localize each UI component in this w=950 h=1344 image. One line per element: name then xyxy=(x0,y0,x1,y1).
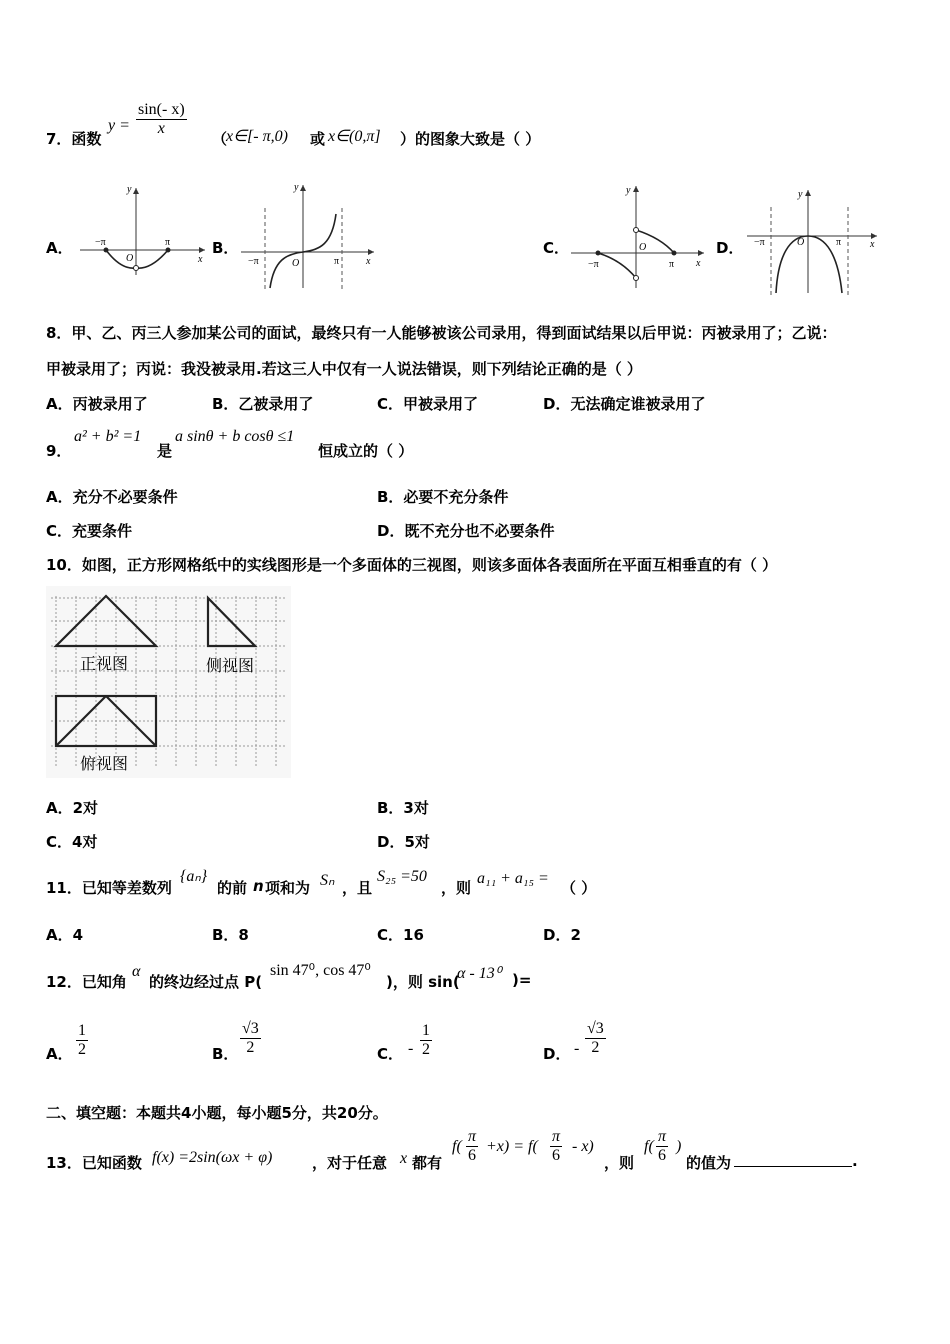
q12-option-d-label: D． xyxy=(543,1045,571,1063)
q7-option-c: C． xyxy=(543,239,570,257)
q8-option-b: B．乙被录用了 xyxy=(212,395,314,413)
q12-option-b-label: B． xyxy=(212,1045,239,1063)
q11-part-3: 项和为 xyxy=(265,879,311,897)
top-view-label: 俯视图 xyxy=(80,756,129,773)
q10-text: 10．如图，正方形网格纸中的实线图形是一个多面体的三视图，则该多面体各表面所在平面互相垂直的有（ ） xyxy=(46,556,778,574)
q13-eq-left: f( xyxy=(452,1138,462,1155)
q12-part-3: )，则 sin( xyxy=(386,973,460,991)
q10-option-d: D．5对 xyxy=(377,833,430,851)
q13-frac2-den: 6 xyxy=(552,1147,560,1164)
q10-option-a: A．2对 xyxy=(46,799,99,817)
q7-frac-den: x xyxy=(157,120,165,137)
q13-eq-middle: +x) = f( xyxy=(486,1138,538,1155)
q8-option-a: A．丙被录用了 xyxy=(46,395,148,413)
q7-y-eq: y = xyxy=(108,117,130,134)
q13-eq-frac-1 xyxy=(466,1128,478,1165)
graph-d-negpi-label: −π xyxy=(754,237,765,248)
q13-eq-frac-2 xyxy=(550,1128,562,1165)
q11-part-2: 的前 xyxy=(217,879,248,897)
q7-fraction xyxy=(136,101,187,138)
q11-s25: S₂₅ =50 xyxy=(377,868,427,885)
q12-option-c-value xyxy=(420,1022,432,1059)
q12-d-sign: - xyxy=(574,1040,580,1057)
q13-answer-blank[interactable] xyxy=(734,1152,852,1171)
graph-d-y-label: y xyxy=(798,189,803,200)
q13-fv-frac xyxy=(656,1128,668,1165)
q10-three-view-figure xyxy=(46,586,291,778)
q13-part-5: 的值为 xyxy=(686,1154,732,1172)
q12-c-num: 1 xyxy=(422,1022,430,1039)
q7-or: 或 xyxy=(310,130,326,148)
q10-option-b: B．3对 xyxy=(377,799,429,817)
section-2-heading: 二、填空题：本题共4小题，每小题5分，共20分。 xyxy=(46,1104,388,1122)
q9-number: 9． xyxy=(46,442,72,460)
q12-option-d-value xyxy=(585,1020,606,1057)
q13-frac3-den: 6 xyxy=(658,1147,666,1164)
q12-option-b-value xyxy=(240,1020,261,1057)
q11-part-5: ，则 xyxy=(441,879,472,897)
q11-sequence: {aₙ} xyxy=(180,868,208,885)
q7-domain-1: x∈[- π,0) xyxy=(226,128,288,145)
q13-frac2-num: π xyxy=(552,1128,561,1145)
q11-option-c: C．16 xyxy=(377,926,424,944)
graph-c-pi-label: π xyxy=(669,259,675,270)
graph-b-origin-label: O xyxy=(292,258,300,269)
graph-a-negpi-label: −π xyxy=(95,237,106,248)
q7-graph-b xyxy=(236,180,381,292)
graph-b-x-label: x xyxy=(366,256,371,267)
q13-period: . xyxy=(852,1152,858,1170)
q8-line-1: 8．甲、乙、丙三人参加某公司的面试，最终只有一人能够被该公司录用，得到面试结果以后甲说：丙被录用了；乙说： xyxy=(46,324,837,342)
graph-d-pi-label: π xyxy=(836,237,842,248)
q7-frac-num: sin(- x) xyxy=(138,101,185,118)
q12-part-2: 的终边经过点 P( xyxy=(149,973,263,991)
q7-graph-d xyxy=(742,185,882,297)
q11-option-d: D．2 xyxy=(543,926,581,944)
q13-part-2: ，对于任意 xyxy=(312,1154,388,1172)
q13-part-4: ，则 xyxy=(604,1154,635,1172)
q13-frac1-num: π xyxy=(468,1128,477,1145)
q11-sn: Sₙ xyxy=(320,872,335,889)
q12-part-4: )= xyxy=(512,971,532,989)
q11-n: n xyxy=(253,877,264,895)
q12-part-1: 12．已知角 xyxy=(46,973,127,991)
q9-option-d: D．既不充分也不必要条件 xyxy=(377,522,555,540)
q11-part-4: ，且 xyxy=(342,879,373,897)
q10-option-c: C．4对 xyxy=(46,833,98,851)
q13-fv-open: f( xyxy=(644,1138,654,1155)
q13-frac1-den: 6 xyxy=(468,1147,476,1164)
q11-part-1: 11．已知等差数列 xyxy=(46,879,172,897)
q13-function: f(x) =2sin(ωx + φ) xyxy=(152,1149,273,1166)
q13-fv-close: ) xyxy=(676,1138,682,1155)
q12-d-den: 2 xyxy=(591,1039,600,1056)
q11-option-a: A．4 xyxy=(46,926,84,944)
q12-c-sign: - xyxy=(408,1040,414,1057)
q13-part-3: 都有 xyxy=(412,1154,443,1172)
q8-line-2: 甲被录用了；丙说：我没被录用.若这三人中仅有一人说法错误，则下列结论正确的是（ ） xyxy=(46,360,642,378)
q9-condition: a² + b² =1 xyxy=(74,428,142,445)
q12-point: sin 47⁰, cos 47⁰ xyxy=(270,962,371,979)
q7-tail: ）的图象大致是（ ） xyxy=(400,130,541,148)
q12-c-den: 2 xyxy=(422,1041,430,1058)
q12-option-c-label: C． xyxy=(377,1045,404,1063)
q12-option-a-value xyxy=(76,1022,88,1059)
q11-part-6: （ ） xyxy=(561,879,597,897)
graph-b-pi-label: π xyxy=(334,256,340,267)
q7-number: 7．函数 xyxy=(46,130,102,148)
q11-expression: a₁₁ + a₁₅ = xyxy=(477,870,549,887)
q9-option-c: C．充要条件 xyxy=(46,522,133,540)
q7-option-a: A． xyxy=(46,239,73,257)
q9-tail: 恒成立的（ ） xyxy=(318,442,414,460)
q13-eq-right: - x) xyxy=(572,1138,594,1155)
graph-d-origin-label: O xyxy=(797,237,805,248)
q12-b-num: √3 xyxy=(242,1020,259,1037)
graph-a-y-label: y xyxy=(127,184,132,195)
graph-b-negpi-label: −π xyxy=(248,256,259,267)
q9-option-b: B．必要不充分条件 xyxy=(377,488,509,506)
front-view-label: 正视图 xyxy=(80,656,129,673)
graph-a-x-label: x xyxy=(198,254,203,265)
graph-d-x-label: x xyxy=(870,239,875,250)
q7-option-d: D． xyxy=(716,239,744,257)
q7-graph-c xyxy=(566,180,711,292)
q9-inequality: a sinθ + b cosθ ≤1 xyxy=(175,428,295,445)
q13-x: x xyxy=(400,1150,408,1167)
q12-alpha: α xyxy=(132,963,141,980)
q7-graph-a xyxy=(70,180,210,280)
q9-is: 是 xyxy=(157,442,173,460)
q12-a-den: 2 xyxy=(78,1041,86,1058)
q13-part-1: 13．已知函数 xyxy=(46,1154,142,1172)
graph-b-y-label: y xyxy=(294,182,299,193)
q12-angle: α - 13⁰ xyxy=(457,965,502,982)
q11-option-b: B．8 xyxy=(212,926,249,944)
graph-c-x-label: x xyxy=(696,258,701,269)
graph-a-origin-label: O xyxy=(126,253,134,264)
q9-option-a: A．充分不必要条件 xyxy=(46,488,178,506)
q7-option-b: B． xyxy=(212,239,239,257)
q8-option-d: D．无法确定谁被录用了 xyxy=(543,395,706,413)
side-view-label: 侧视图 xyxy=(206,658,255,675)
graph-c-origin-label: O xyxy=(639,242,647,253)
q8-option-c: C．甲被录用了 xyxy=(377,395,479,413)
q12-option-a-label: A． xyxy=(46,1045,73,1063)
q13-frac3-num: π xyxy=(658,1128,667,1145)
q7-paren-open: （ xyxy=(212,130,228,148)
q12-d-num: √3 xyxy=(587,1020,604,1037)
q12-b-den: 2 xyxy=(246,1039,255,1056)
graph-c-y-label: y xyxy=(626,185,631,196)
graph-a-pi-label: π xyxy=(165,237,171,248)
q12-a-num: 1 xyxy=(78,1022,86,1039)
q7-domain-2: x∈(0,π] xyxy=(328,128,381,145)
graph-c-negpi-label: −π xyxy=(588,259,599,270)
